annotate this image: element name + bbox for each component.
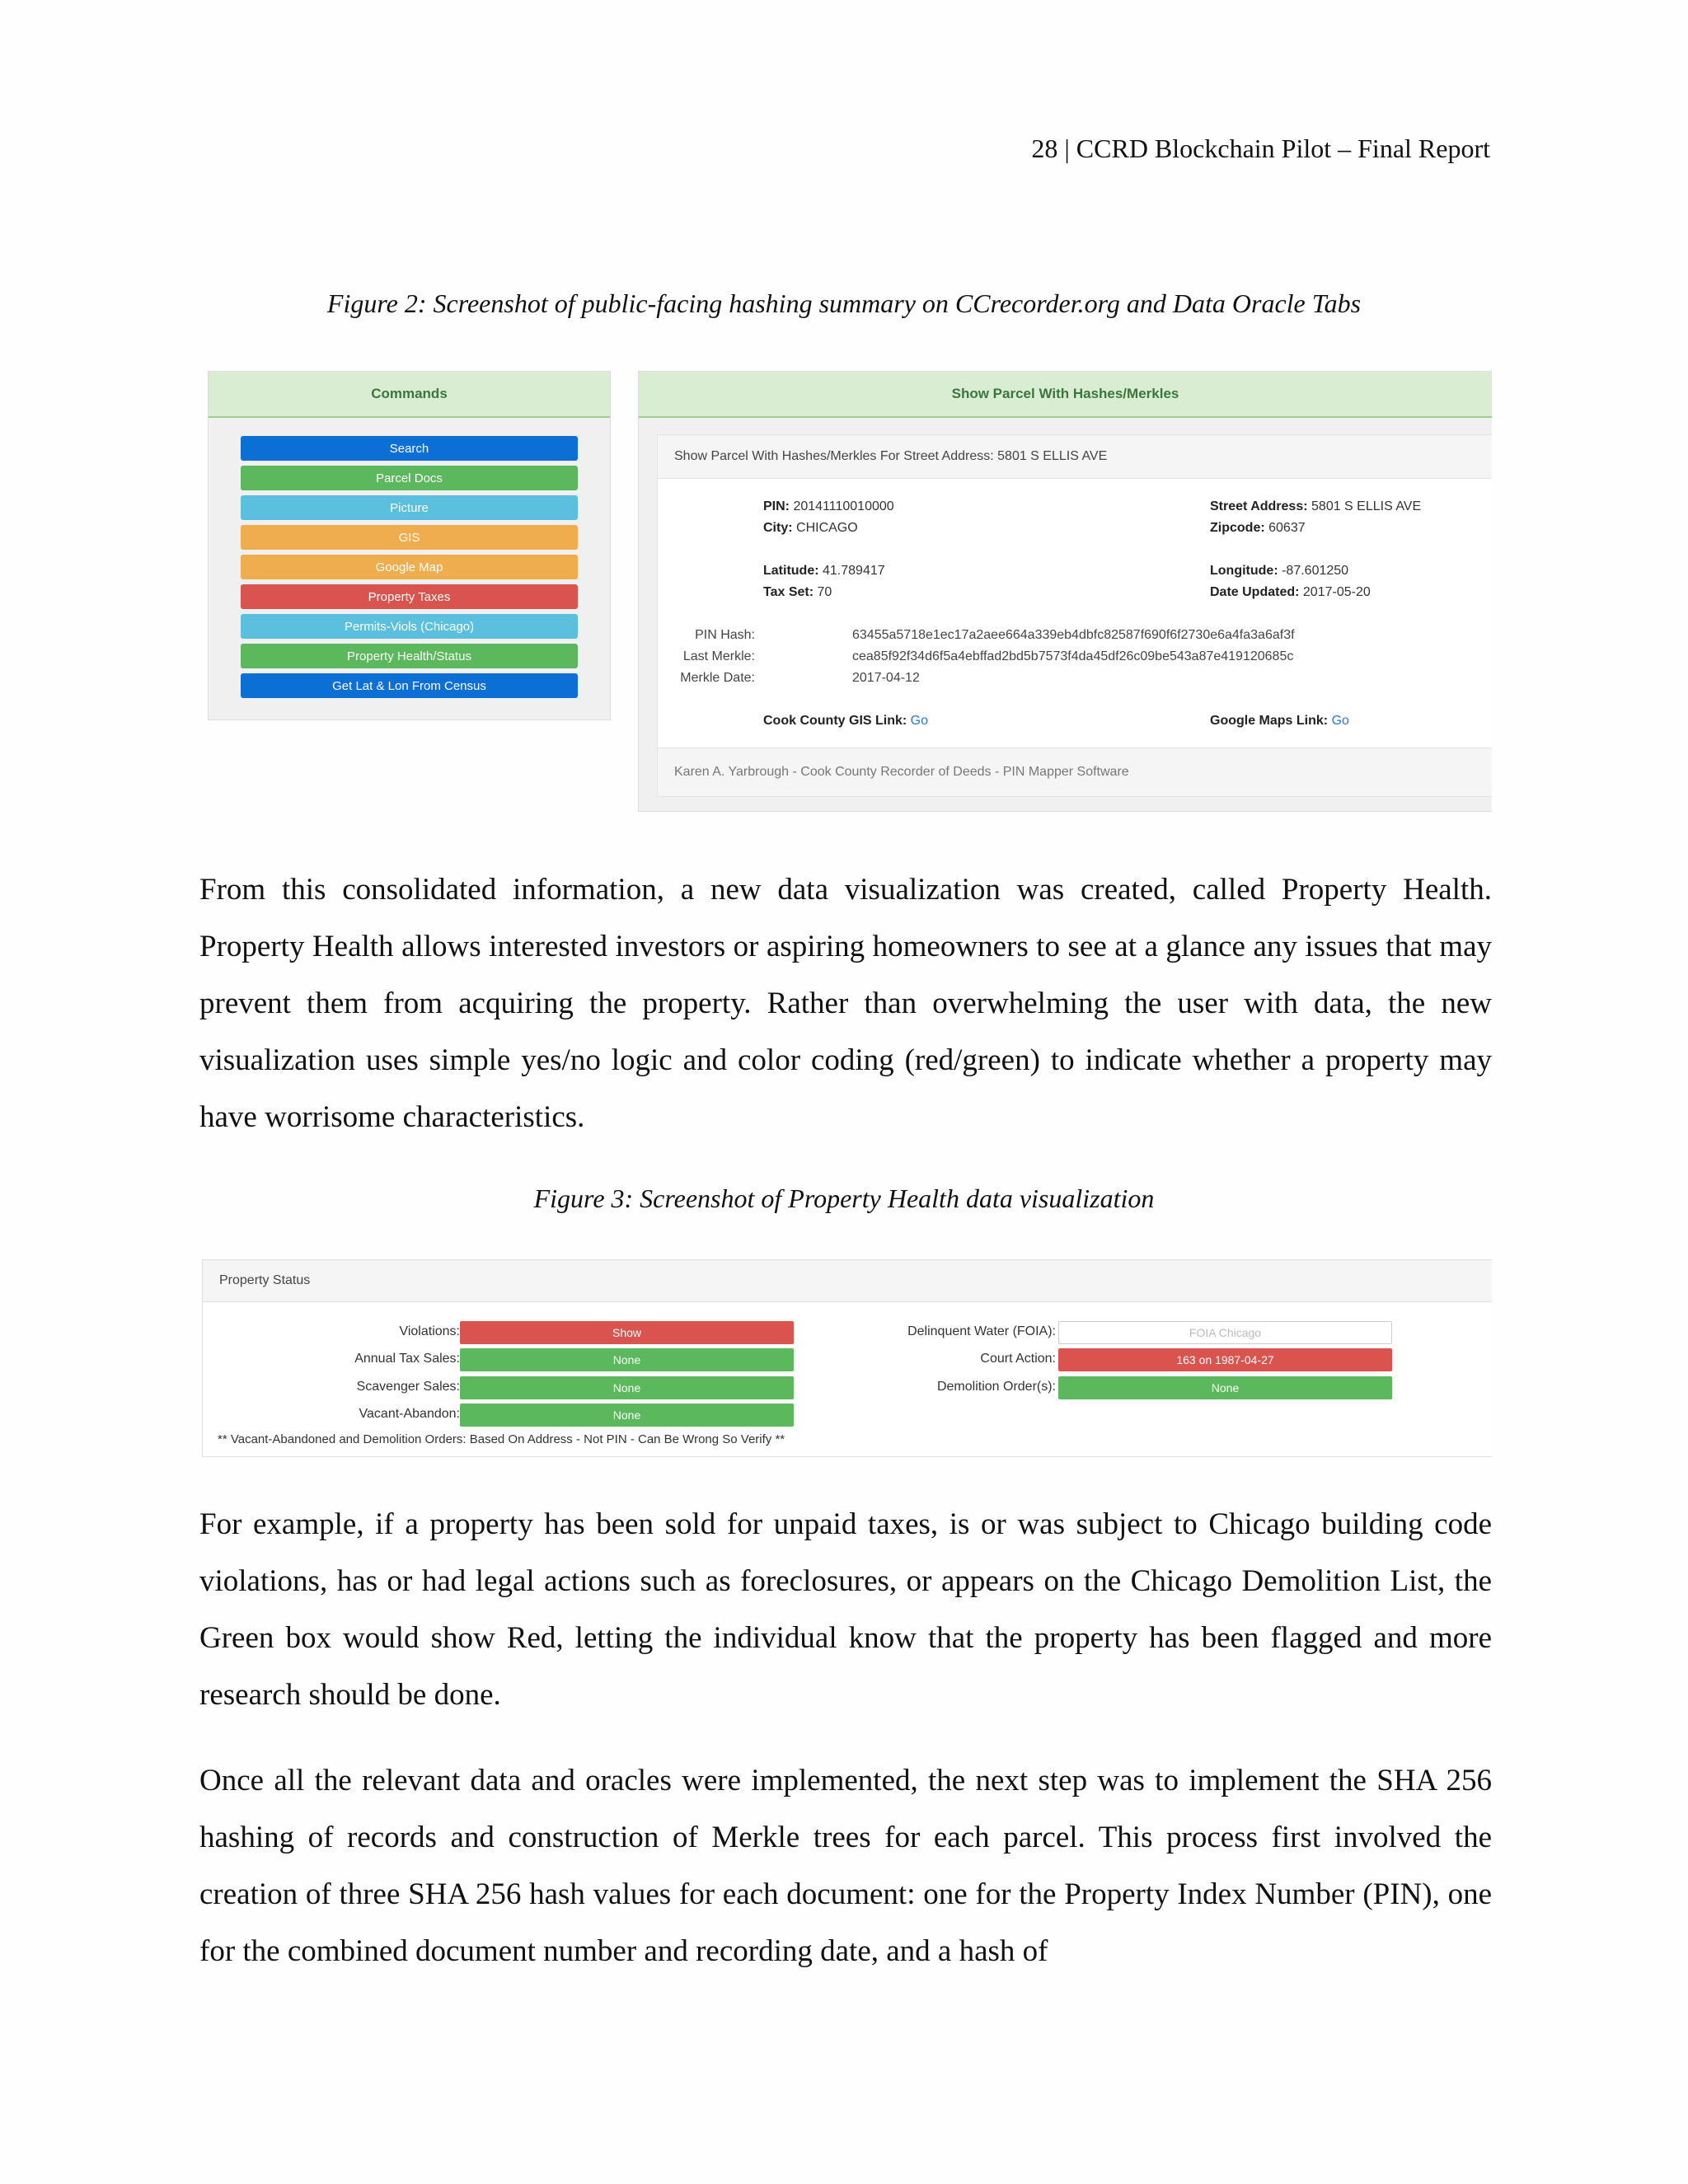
- date-updated-value: 2017-05-20: [1302, 585, 1371, 599]
- annual-tax-sales-label: Annual Tax Sales:: [354, 1352, 460, 1366]
- gis-go-link[interactable]: Go: [910, 714, 929, 728]
- court-action-label: Court Action:: [980, 1352, 1056, 1366]
- date-updated-field: Date Updated: 2017-05-20: [1210, 585, 1371, 599]
- demolition-orders-label: Demolition Order(s):: [936, 1380, 1056, 1394]
- longitude-field: Longitude: -87.601250: [1210, 564, 1349, 578]
- foia-chicago-button[interactable]: FOIA Chicago: [1058, 1321, 1392, 1344]
- tax-set-value: 70: [817, 585, 832, 599]
- google-map-button[interactable]: Google Map: [241, 555, 578, 579]
- tax-set-field: Tax Set: 70: [763, 585, 832, 599]
- parcel-detail-card: [657, 434, 1492, 797]
- picture-button[interactable]: Picture: [241, 495, 578, 520]
- property-taxes-button[interactable]: Property Taxes: [241, 584, 578, 609]
- street-field: Street Address: 5801 S ELLIS AVE: [1210, 499, 1422, 513]
- search-button[interactable]: Search: [241, 436, 578, 461]
- figure-3-caption: Figure 3: Screenshot of Property Health data visualization: [533, 1183, 1155, 1213]
- paragraph-1: From this consolidated information, a new data visualization was created, called Property Health. Property Health allows interested investors or aspiring homeowners to see at a glance any issues that may prevent them from acquiring the property. Rather than overwhelming the user with data, the new visualization uses simple yes/no logic and color coding (red/green) to indicate whether a property may have worrisome characteristics.: [199, 873, 1492, 1134]
- annual-tax-sales-status: None: [460, 1348, 794, 1371]
- delinquent-water-label: Delinquent Water (FOIA):: [907, 1324, 1056, 1338]
- merkle-date-label: Merkle Date:: [680, 671, 755, 685]
- vacant-abandon-label: Vacant-Abandon:: [359, 1407, 460, 1421]
- latitude-value: 41.789417: [823, 564, 885, 578]
- google-maps-go-link[interactable]: Go: [1331, 714, 1349, 728]
- parcel-panel: [638, 371, 1492, 812]
- city-value: CHICAGO: [796, 521, 858, 535]
- street-value: 5801 S ELLIS AVE: [1311, 499, 1422, 513]
- parcel-docs-button[interactable]: Parcel Docs: [241, 466, 578, 490]
- merkle-date-value: 2017-04-12: [852, 671, 920, 685]
- zip-field: Zipcode: 60637: [1210, 521, 1306, 535]
- pin-field: PIN: 20141110010000: [763, 499, 894, 513]
- permits-viols-button[interactable]: Permits-Viols (Chicago): [241, 614, 578, 639]
- pin-value: 20141110010000: [793, 499, 894, 513]
- property-status-panel: [202, 1259, 1492, 1457]
- paragraph-3: Once all the relevant data and oracles were implemented, the next step was to implement the SHA 256 hashing of records and construction of Merkle trees for each parcel. This process first involved the creation of three SHA 256 hash values for each document: one for the Property Index Number (PIN), one for the combined document number and recording date, and a hash of: [199, 1764, 1492, 1968]
- parcel-subtitle: Show Parcel With Hashes/Merkles For Street Address: 5801 S ELLIS AVE: [658, 435, 1492, 479]
- paragraph-2: For example, if a property has been sold for unpaid taxes, is or was subject to Chicago building code violations, has or had legal actions such as foreclosures, or appears on the Chicago Demolition List, the Green box would show Red, letting the individual know that the property has been flagged and more research should be done.: [199, 1507, 1492, 1712]
- pin-hash-label: PIN Hash:: [695, 628, 755, 642]
- scavenger-sales-status: None: [460, 1376, 794, 1399]
- last-merkle-value: cea85f92f34d6f5a4ebffad2bd5b7573f4da45df26c09be543a87e419120685c: [852, 649, 1294, 663]
- zip-value: 60637: [1268, 521, 1306, 535]
- gis-button[interactable]: GIS: [241, 525, 578, 550]
- latitude-field: Latitude: 41.789417: [763, 564, 885, 578]
- property-status-title: Property Status: [203, 1260, 1492, 1302]
- status-footnote: ** Vacant-Abandoned and Demolition Orders: Based On Address - Not PIN - Can Be Wrong So Verify **: [218, 1432, 785, 1446]
- court-action-status[interactable]: 163 on 1987-04-27: [1058, 1348, 1392, 1371]
- property-health-button[interactable]: Property Health/Status: [241, 644, 578, 668]
- commands-list: [209, 418, 610, 698]
- gis-link-field: Cook County GIS Link: Go: [763, 714, 929, 728]
- demolition-orders-status: None: [1058, 1376, 1392, 1399]
- violations-label: Violations:: [399, 1324, 460, 1338]
- parcel-footer: Karen A. Yarbrough - Cook County Recorder of Deeds - PIN Mapper Software: [658, 748, 1492, 796]
- figure-2-caption: Figure 2: Screenshot of public-facing hashing summary on CCrecorder.org and Data Oracle Tabs: [326, 288, 1362, 318]
- get-lat-lon-button[interactable]: Get Lat & Lon From Census: [241, 673, 578, 698]
- city-field: City: CHICAGO: [763, 521, 858, 535]
- longitude-value: -87.601250: [1282, 564, 1349, 578]
- parcel-panel-title: Show Parcel With Hashes/Merkles: [639, 372, 1492, 418]
- commands-title: Commands: [209, 372, 610, 418]
- last-merkle-label: Last Merkle:: [682, 649, 755, 663]
- pin-hash-value: 63455a5718e1ec17a2aee664a339eb4dbfc82587f690f6f2730e6a4fa3a6af3f: [852, 628, 1295, 642]
- commands-panel: [208, 371, 611, 720]
- vacant-abandon-status: None: [460, 1404, 794, 1427]
- google-maps-link-field: Google Maps Link: Go: [1210, 714, 1349, 728]
- violations-status[interactable]: Show: [460, 1321, 794, 1344]
- page-header: 28 | CCRD Blockchain Pilot – Final Report: [1031, 134, 1490, 163]
- scavenger-sales-label: Scavenger Sales:: [356, 1380, 460, 1394]
